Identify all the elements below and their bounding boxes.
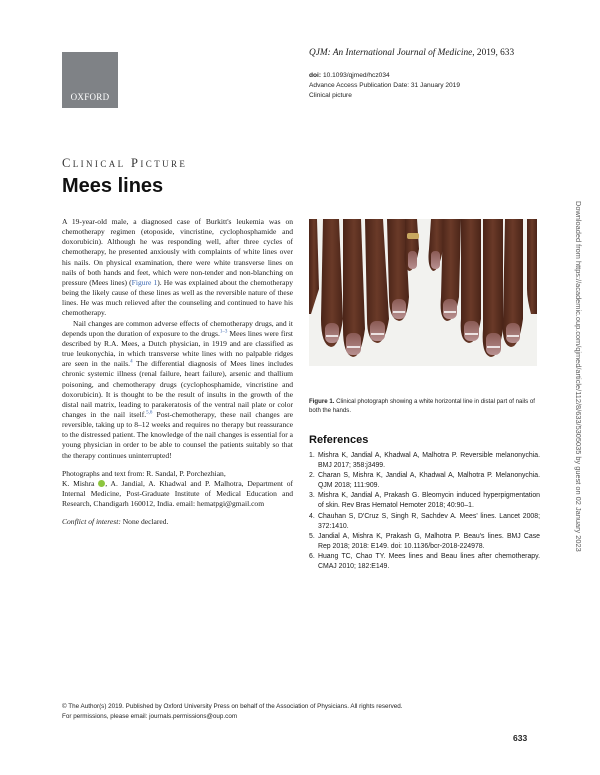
doi-label: doi:	[309, 72, 322, 79]
article-meta	[309, 71, 460, 101]
figure-caption: Figure 1. Clinical photograph showing a white horizontal line in distal part of nails of both the hands.	[309, 398, 535, 414]
journal-year-page: , 2019, 633	[472, 48, 515, 58]
logo-text: OXFORD	[70, 92, 110, 102]
doi-link[interactable]: 10.1093/qjmed/hcz034	[322, 72, 390, 79]
journal-citation	[309, 48, 514, 58]
body-text	[62, 217, 293, 528]
section-label: Clinical Picture	[62, 156, 188, 170]
references-heading: References	[309, 434, 369, 446]
page-number: 633	[513, 733, 528, 743]
reference-item: 2. Charan S, Mishra K, Jandial A, Khadwal A, Malhotra P. Melanonychia. QJM 2018; 111:909.	[309, 472, 540, 490]
clinical-photo-hands	[309, 219, 537, 366]
citation-link[interactable]: 4	[130, 359, 133, 365]
article-type: Clinical picture	[309, 92, 352, 99]
citation-link[interactable]: 5,6	[146, 410, 153, 416]
figure-1-link[interactable]: Figure 1	[131, 277, 158, 287]
reference-item: 4. Chauhan S, D'Cruz S, Singh R, Sachdev A. Mees' lines. Lancet 2008; 372:1410.	[309, 512, 540, 530]
reference-item: 1. Mishra K, Jandial A, Khadwal A, Malhotra P. Reversible melanonychia. BMJ 2017; 358:j3499.	[309, 452, 540, 470]
figure-label: Figure 1.	[309, 398, 335, 405]
paragraph-case: A 19-year-old male, a diagnosed case of Burkitt's leukemia was on chemotherapy regimen (etoposide, vincristine, cyclophosphamide and doxorubicin). Although he was responding well, after three cycles of chemotherapy, he presented anxiously with complaints of white lines over his nails. On physical examination, there were white transverse lines on nails of both hands and feet, which were non-tender and non-blanching on pressure (Mees lines) (Figure 1). He was explained about the chemotherapy being the likely cause of these lines as well as the reversible nature of these lines. He was much relieved after the counseling and continued to have his chemotherapy.	[62, 217, 293, 318]
reference-item: 5. Jandial A, Mishra K, Prakash G, Malhotra P. Beau's lines. BMJ Case Rep 2018; 2018: E149. doi: 10.1136/bcr-2018-224978.	[309, 532, 540, 550]
permissions-notice: For permissions, please email: journals.permissions@oup.com	[62, 712, 238, 720]
reference-item: 3. Mishra K, Jandial A, Prakash G. Bleomycin induced hyperpigmentation of skin. Rev Bras Hematol Hemoter 2018; 40:90–1.	[309, 492, 540, 510]
reference-item: 6. Huang TC, Chao TY. Mees lines and Beau lines after chemotherapy. CMAJ 2010; 182:E149.	[309, 552, 540, 571]
download-watermark: Downloaded from https://academic.oup.com/qjmed/article/112/8/633/5305035 by guest on 02 January 2023	[574, 201, 583, 552]
copyright-notice: © The Author(s) 2019. Published by Oxford University Press on behalf of the Association of Physicians. All rights reserved.	[62, 703, 403, 710]
advance-access-date: Advance Access Publication Date: 31 January 2019	[309, 82, 461, 89]
photo-credits: Photographs and text from: R. Sandal, P. Porchezhian, K. Mishra , A. Jandial, A. Khadwal and P. Malhotra, Department of Internal Medicine, Post-Graduate Institute of Medical Education and Research, Chandigarh 160012, India. email: hematpgi@gmail.com	[62, 468, 293, 509]
article-title: Mees lines	[62, 175, 164, 197]
oxford-logo	[62, 52, 118, 108]
journal-name: QJM: An International Journal of Medicine	[309, 48, 473, 58]
paragraph-discussion: Nail changes are common adverse effects of chemotherapy drugs, and it depends upon the duration of exposure to the drugs.$^{1-3}$ Mees lines were first described by R.A. Mees, a Dutch physician, in 1919 and are classified as true leukonychia, in which transverse white lines with no palpable ridges are seen in the nails.$^4$ The differential diagnosis of Mees lines includes chronic systemic illness (renal failure, heart failure), arsenic and thallium poisoning, and chemotherapy drugs (cyclophosphamide, vincristine and doxorubicin). It is thought to be the result of insults in the growth of the distal nail matrix, leading to parakeratosis of the ventral nail plate or color changes in the nail itself.$^{5,6}$ Post-chemotherapy, these nail changes are reversible, taking up to 8–12 weeks and requires no therapy but reassurance to the distressed patient. The knowledge of the nail changes is essential for a young physician in order to be able to counsel the patients suitably so that the therapy continues uninterrupted!	[62, 318, 293, 460]
references-list	[309, 451, 540, 572]
conflict-of-interest: Conflict of interest: None declared.	[62, 517, 169, 527]
footer	[62, 702, 403, 721]
citation-link[interactable]: 1–3	[219, 329, 228, 335]
